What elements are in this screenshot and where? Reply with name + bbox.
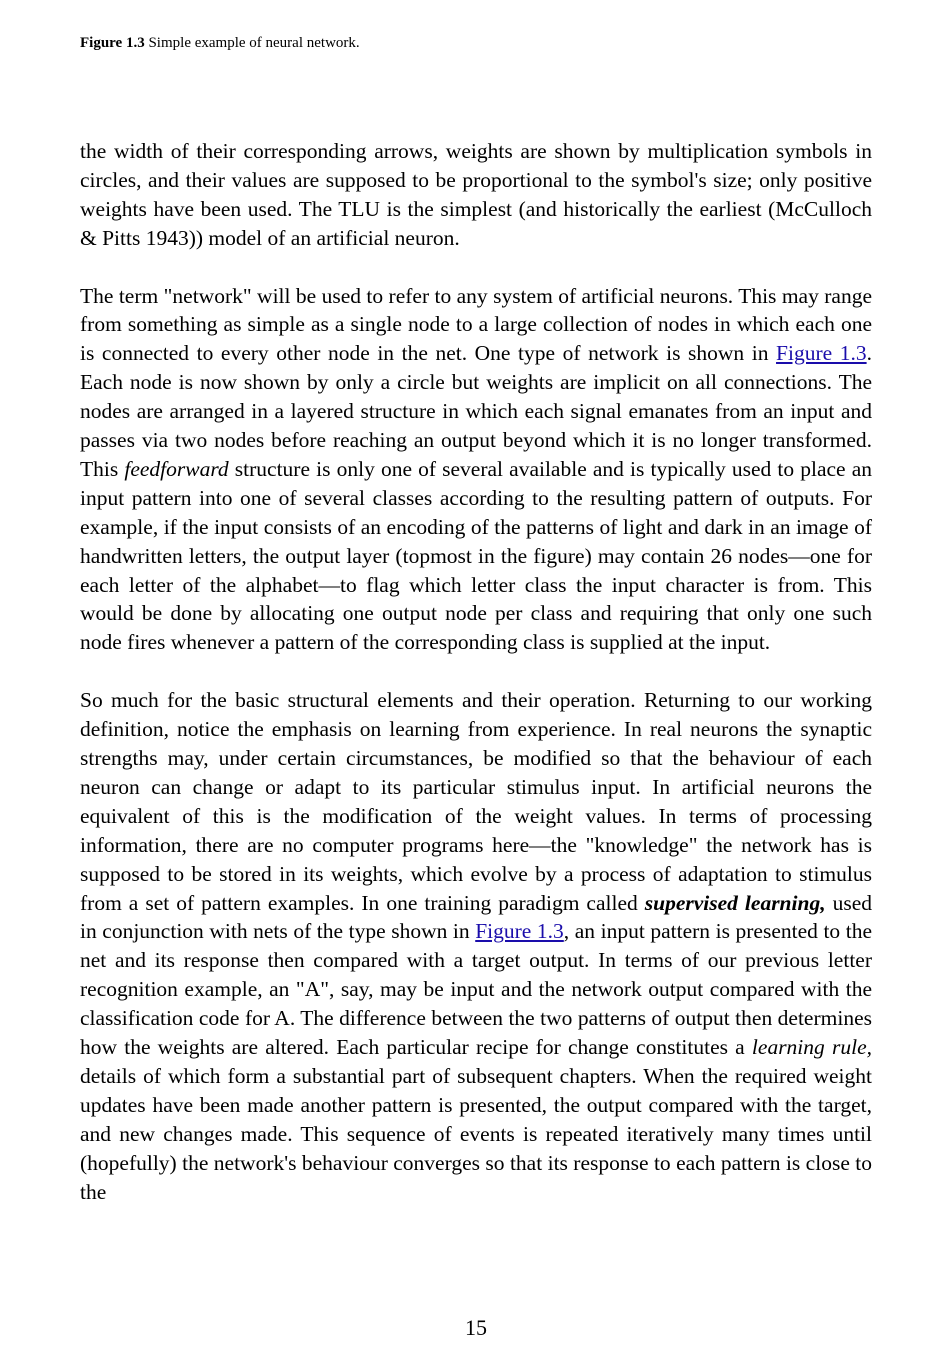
paragraph-2-text-1: The term "network" will be used to refer to any system of artificial neurons. This may range from something as simple as a single node to a large collection of nodes in which each one is connected to every other node in the net. One type of network is shown in [80, 283, 872, 366]
feedforward-term: feedforward [124, 456, 229, 481]
figure-1-3-link-2[interactable]: Figure 1.3 [475, 919, 564, 944]
paragraph-3 [80, 686, 872, 1206]
paragraph-1 [80, 137, 872, 253]
paragraph-3-text-3: , an input pattern is presented to the net and its response then compared with a target output. In terms of our previous letter recognition example, an "A", say, may be input and the network output compared with the classification code for A. The difference between the two patterns of output then determines how the weights are altered. Each particular recipe for change constitutes a [80, 919, 872, 1060]
learning-rule-term: learning rule, [751, 1035, 872, 1060]
supervised-learning-term: supervised learning, [644, 890, 826, 915]
paragraph-2-text-3: structure is only one of several available and is typically used to place an input pattern into one of several classes according to the resulting pattern of outputs. For example, if the input consists of an encoding of the patterns of light and dark in an image of handwritten letters, the output layer (topmost in the figure) may contain 26 nodes—one for each letter of the alphabet—to flag which letter class the input character is from. This would be done by allocating one output node per class and requiring that only one such node fires whenever a pattern of the corresponding class is supplied at the input. [80, 456, 873, 655]
body-text [80, 137, 872, 1207]
page-number: 15 [465, 1315, 487, 1340]
paragraph-3-text-2: used in conjunction with nets of the type shown in [80, 890, 872, 944]
figure-caption-text: Simple example of neural network. [144, 35, 360, 51]
figure-caption [80, 33, 360, 53]
figure-1-3-link[interactable]: Figure 1.3 [776, 341, 867, 366]
paragraph-2 [80, 282, 872, 658]
paragraph-1-text: the width of their corresponding arrows, weights are shown by multiplication symbols in circles, and their values are supposed to be proportional to the symbol's size; only positive weights have been used. The TLU is the simplest (and historically the earliest (McCulloch & Pitts 1943)) model of an artificial neuron. [80, 139, 872, 250]
paragraph-3-text-4: details of which form a substantial part of subsequent chapters. When the required weight updates have been made another pattern is presented, the output compared with the target, and new changes made. This sequence of events is repeated iteratively many times until (hopefully) the network's behaviour converges so that its response to each pattern is close to the [80, 1063, 872, 1204]
paragraph-3-text-1: So much for the basic structural elements and their operation. Returning to our working definition, notice the emphasis on learning from experience. In real neurons the synaptic strengths may, under certain circumstances, be modified so that the behaviour of each neuron can change or adapt to its particular stimulus input. In artificial neurons the equivalent of this is the modification of the weight values. In terms of processing information, there are no computer programs here—the "knowledge" the network has is supposed to be stored in its weights, which evolve by a process of adaptation to stimulus from a set of pattern examples. In one training paradigm called [80, 688, 872, 915]
paragraph-2-text-2: . Each node is now shown by only a circle but weights are implicit on all connections. The nodes are arranged in a layered structure in which each signal emanates from an input and passes via two nodes before reaching an output beyond which it is no longer transformed. This [80, 341, 872, 481]
figure-caption-label: Figure 1.3 [80, 35, 145, 51]
